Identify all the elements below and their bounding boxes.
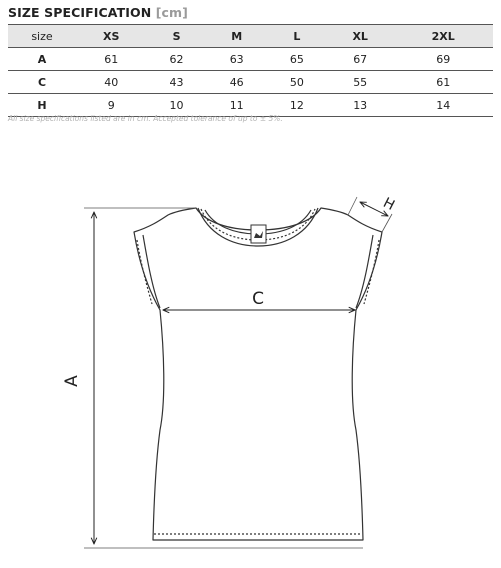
table-cell: 67	[327, 48, 394, 71]
header-xs: XS	[76, 25, 146, 48]
table-cell: 61	[76, 48, 146, 71]
header-size: size	[8, 25, 76, 48]
tolerance-note: All size specifications listed are in cm. Accepted tolerance of up to ± 5%.	[8, 114, 283, 123]
dimension-h-label: H	[380, 194, 398, 214]
row-label-a: A	[8, 48, 76, 71]
tshirt-body-outline	[134, 208, 382, 540]
header-xl: XL	[327, 25, 394, 48]
row-label-c: C	[8, 71, 76, 94]
table-cell: 50	[267, 71, 327, 94]
table-cell: 10	[146, 94, 206, 117]
table-cell: 40	[76, 71, 146, 94]
left-sleeve-seam	[143, 235, 160, 308]
table-cell: 11	[207, 94, 267, 117]
header-l: L	[267, 25, 327, 48]
title-main: SIZE SPECIFICATION	[8, 5, 152, 20]
dimension-c-label: C	[252, 289, 264, 309]
header-s: S	[146, 25, 206, 48]
tshirt-outline	[134, 208, 382, 540]
table-cell: 69	[393, 48, 493, 71]
table-cell: 43	[146, 71, 206, 94]
table-cell: 13	[327, 94, 394, 117]
dimension-a	[62, 208, 363, 548]
row-label-h: H	[8, 94, 76, 117]
neck-label	[251, 225, 266, 243]
table-cell: 62	[146, 48, 206, 71]
table-cell: 46	[207, 71, 267, 94]
table-cell: 14	[393, 94, 493, 117]
dimension-h	[348, 195, 397, 232]
table-cell: 9	[76, 94, 146, 117]
header-m: M	[207, 25, 267, 48]
dimension-a-label: A	[62, 375, 82, 387]
header-2xl: 2XL	[393, 25, 493, 48]
dimension-c	[163, 289, 355, 310]
table-cell: 65	[267, 48, 327, 71]
table-cell: 12	[267, 94, 327, 117]
title-unit: [cm]	[155, 5, 188, 20]
table-cell: 63	[207, 48, 267, 71]
right-sleeve-seam	[356, 235, 373, 308]
table-cell: 61	[393, 71, 493, 94]
table-cell: 55	[327, 71, 394, 94]
